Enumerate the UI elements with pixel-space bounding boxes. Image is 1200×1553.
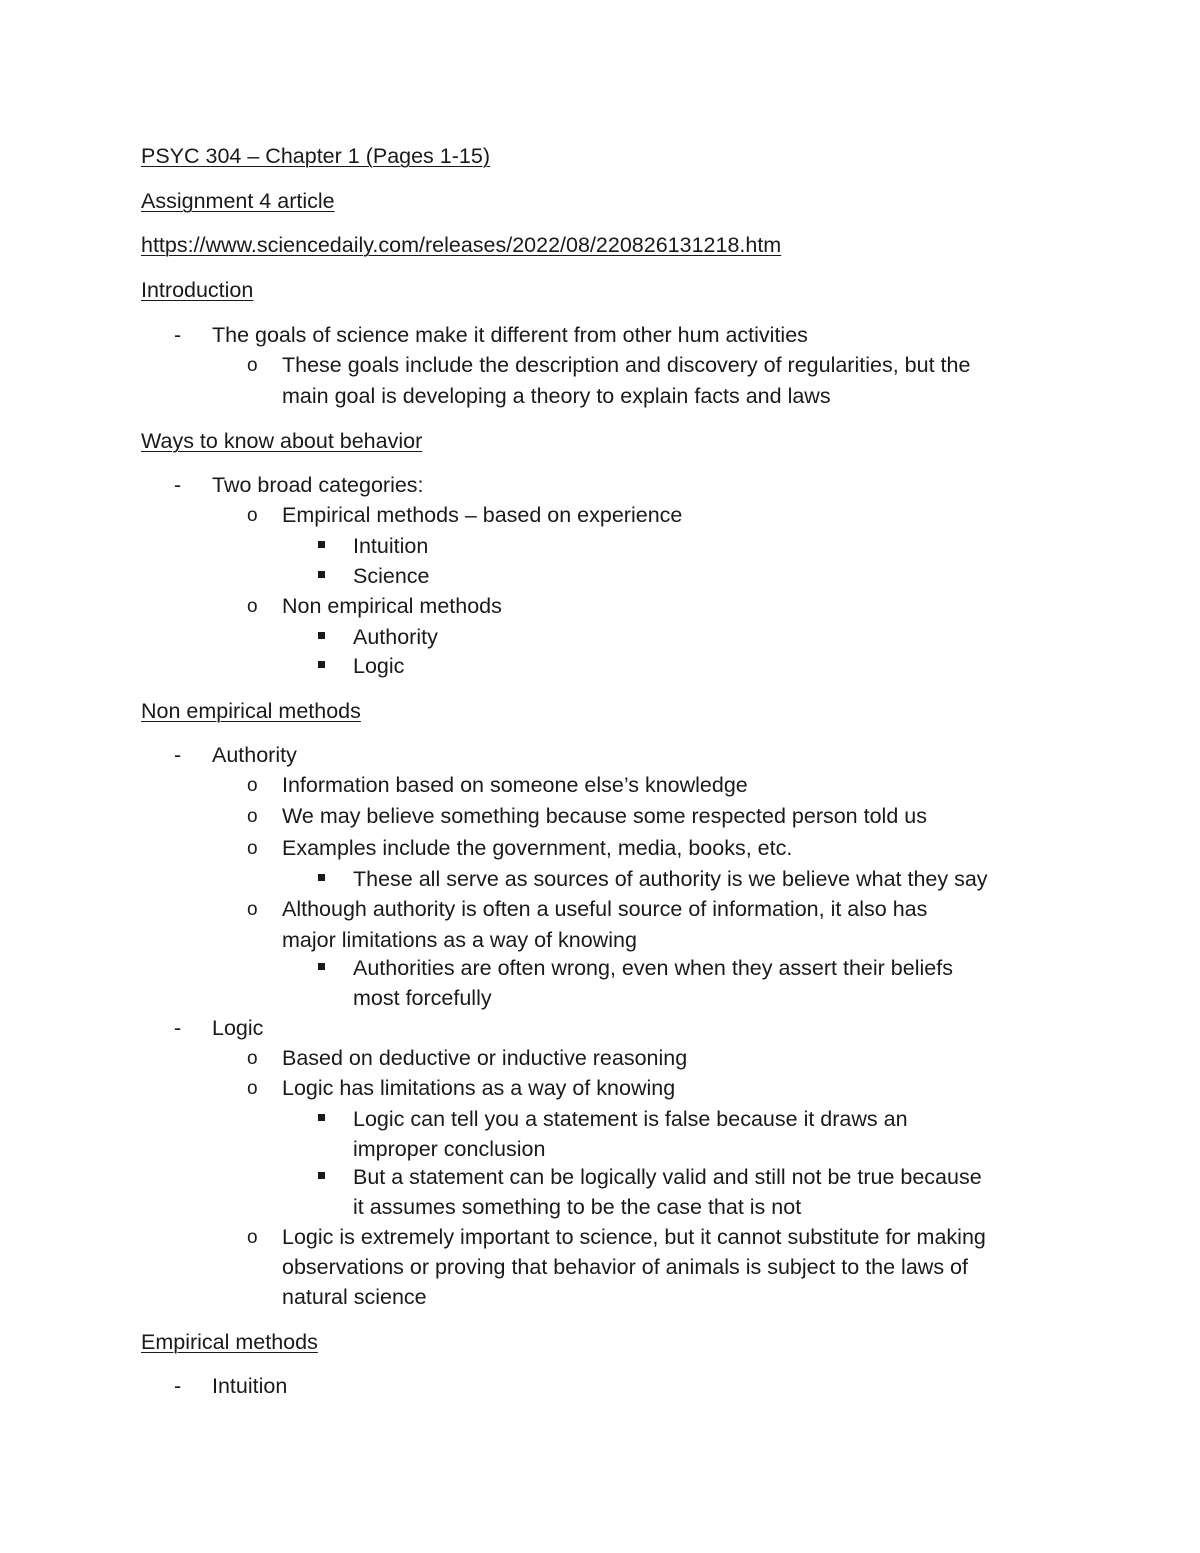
- list-item: Based on deductive or inductive reasoning: [282, 1046, 688, 1070]
- list-item: These goals include the description and discovery of regularities, but the: [282, 353, 971, 377]
- circle-bullet: o: [247, 1078, 258, 1099]
- list-item: But a statement can be logically valid and still not be true because: [353, 1165, 982, 1189]
- empirical-heading: Empirical methods: [141, 1330, 318, 1354]
- circle-bullet: o: [247, 899, 258, 920]
- list-item: Logic has limitations as a way of knowing: [282, 1076, 676, 1100]
- square-bullet-icon: [318, 571, 325, 578]
- list-item-continued: improper conclusion: [353, 1137, 546, 1161]
- list-item: Science: [353, 564, 430, 588]
- list-item-continued: observations or proving that behavior of animals is subject to the laws of: [282, 1255, 968, 1279]
- circle-bullet: o: [247, 505, 258, 526]
- article-link[interactable]: https://www.sciencedaily.com/releases/2022/08/220826131218.htm: [141, 233, 782, 257]
- list-item-continued: natural science: [282, 1285, 427, 1309]
- dash-bullet: -: [174, 1016, 182, 1040]
- list-item: Authority: [353, 625, 438, 649]
- page-title: PSYC 304 – Chapter 1 (Pages 1-15): [141, 144, 490, 168]
- circle-bullet: o: [247, 806, 258, 827]
- circle-bullet: o: [247, 596, 258, 617]
- square-bullet-icon: [318, 661, 325, 668]
- assignment-heading: Assignment 4 article: [141, 189, 335, 213]
- circle-bullet: o: [247, 1227, 258, 1248]
- list-item: Logic can tell you a statement is false because it draws an: [353, 1107, 908, 1131]
- square-bullet-icon: [318, 541, 325, 548]
- square-bullet-icon: [318, 632, 325, 639]
- list-item: Empirical methods – based on experience: [282, 503, 683, 527]
- dash-bullet: -: [174, 323, 182, 347]
- dash-bullet: -: [174, 743, 182, 767]
- list-item: Authority: [212, 743, 297, 767]
- list-item: Intuition: [212, 1374, 288, 1398]
- circle-bullet: o: [247, 775, 258, 796]
- square-bullet-icon: [318, 874, 325, 881]
- square-bullet-icon: [318, 963, 325, 970]
- list-item: Logic: [353, 654, 405, 678]
- circle-bullet: o: [247, 838, 258, 859]
- list-item: Two broad categories:: [212, 473, 424, 497]
- introduction-heading: Introduction: [141, 278, 254, 302]
- list-item: Logic is extremely important to science, but it cannot substitute for making: [282, 1225, 986, 1249]
- list-item: Intuition: [353, 534, 429, 558]
- list-item: Examples include the government, media, books, etc.: [282, 836, 793, 860]
- list-item: We may believe something because some respected person told us: [282, 804, 927, 828]
- non-empirical-heading: Non empirical methods: [141, 699, 361, 723]
- list-item-continued: it assumes something to be the case that is not: [353, 1195, 802, 1219]
- dash-bullet: -: [174, 1374, 182, 1398]
- list-item-continued: most forcefully: [353, 986, 492, 1010]
- list-item-continued: major limitations as a way of knowing: [282, 928, 637, 952]
- square-bullet-icon: [318, 1114, 325, 1121]
- list-item-continued: main goal is developing a theory to explain facts and laws: [282, 384, 831, 408]
- dash-bullet: -: [174, 473, 182, 497]
- list-item: Authorities are often wrong, even when they assert their beliefs: [353, 956, 953, 980]
- circle-bullet: o: [247, 355, 258, 376]
- list-item: Although authority is often a useful source of information, it also has: [282, 897, 928, 921]
- circle-bullet: o: [247, 1048, 258, 1069]
- square-bullet-icon: [318, 1172, 325, 1179]
- list-item: These all serve as sources of authority is we believe what they say: [353, 867, 988, 891]
- ways-heading: Ways to know about behavior: [141, 429, 423, 453]
- list-item: Non empirical methods: [282, 594, 502, 618]
- list-item: Logic: [212, 1016, 264, 1040]
- list-item: The goals of science make it different from other hum activities: [212, 323, 808, 347]
- list-item: Information based on someone else’s knowledge: [282, 773, 748, 797]
